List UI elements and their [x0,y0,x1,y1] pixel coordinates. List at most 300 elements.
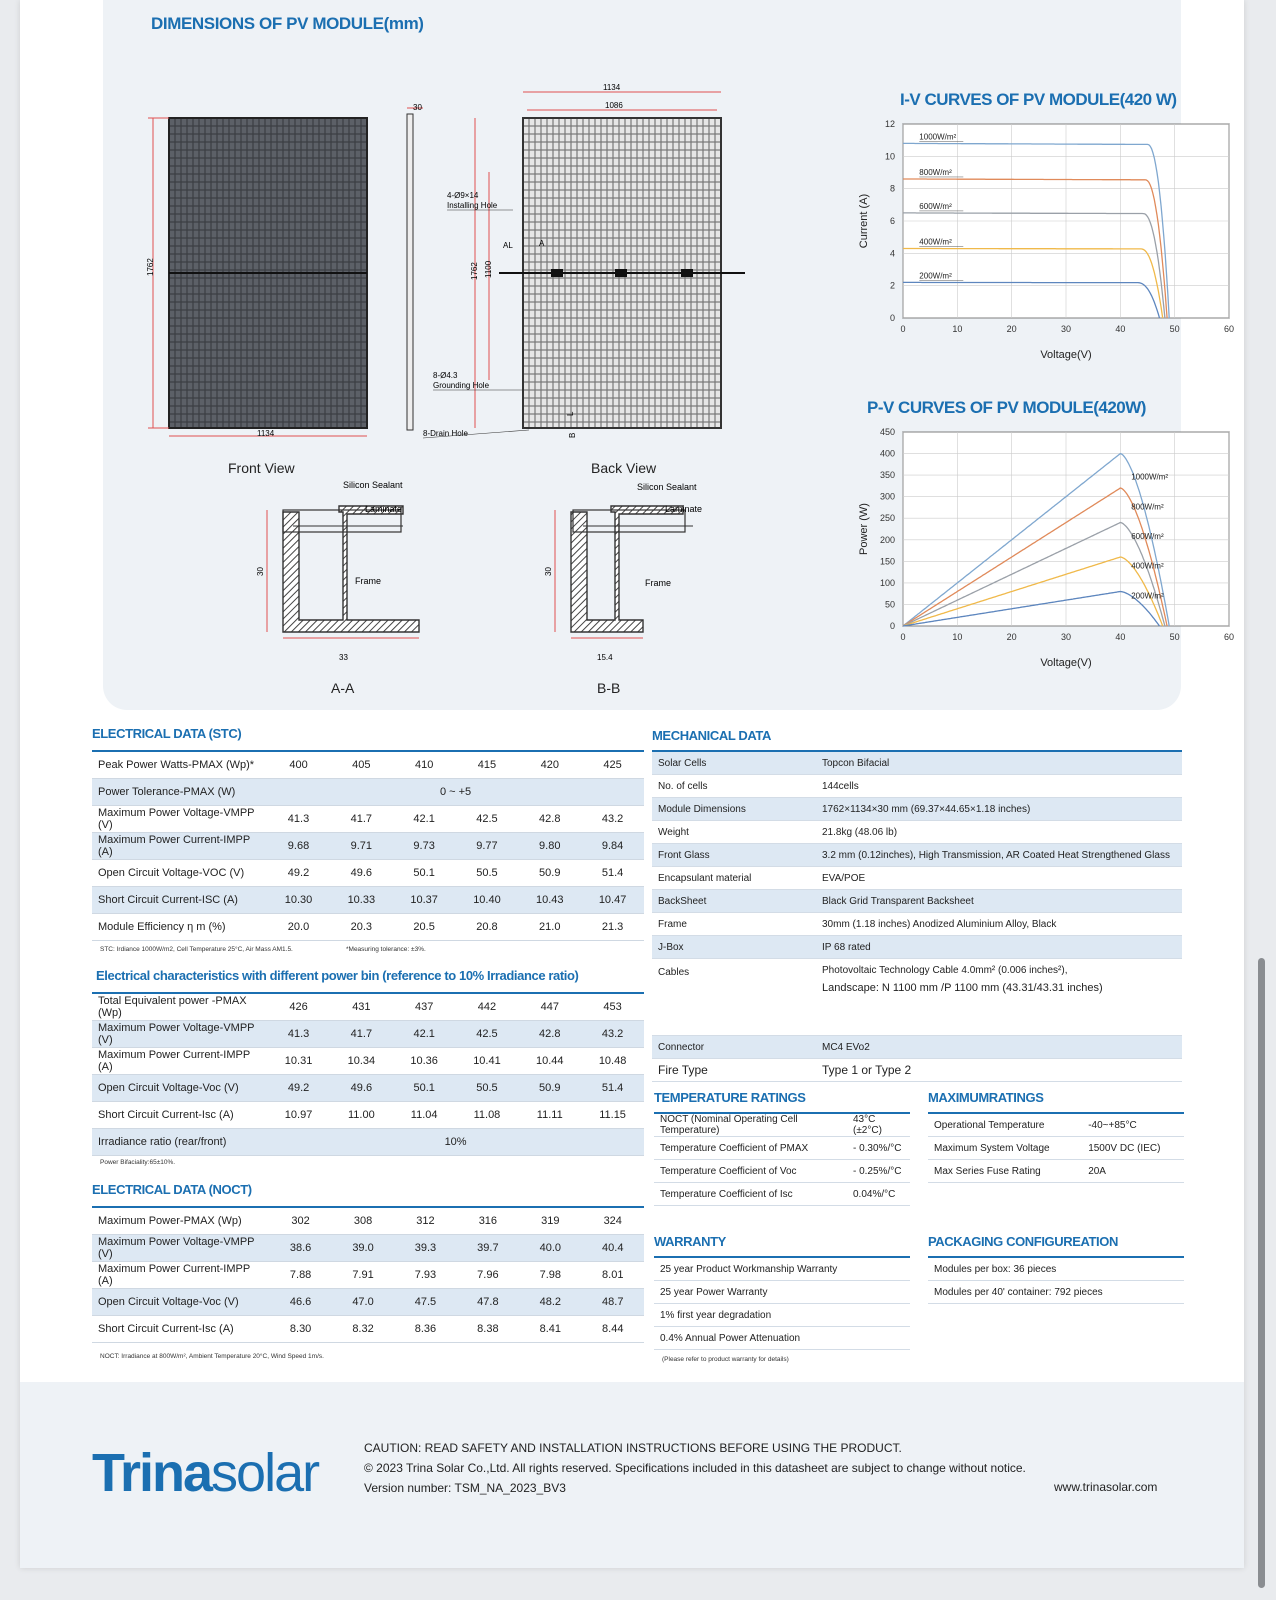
row-value: 415 [456,751,519,779]
aa-width-dim: 33 [339,653,348,662]
mech-value-text-2: Landscape: N 1100 mm /P 1100 mm (43.31/43.31 inches) [822,982,1103,994]
mech-value-text: MC4 EVo2 [822,1041,870,1053]
row-value: 447 [518,993,581,1021]
mech-value [816,890,1182,913]
mech-value-text: IP 68 rated [822,941,871,953]
section-b-label: B [568,432,577,438]
row-value: 431 [330,993,393,1021]
back-width-dim: 1134 [603,83,621,92]
grounding-hole-callout: 8-Ø4.3 [433,371,458,380]
series-label: 400W/m² [1131,561,1164,571]
x-tick-label: 50 [1169,324,1180,334]
back-inner-width-dim: 1086 [605,101,623,110]
mech-value-text: 1762×1134×30 mm (69.37×44.65×1.18 inches) [822,803,1031,815]
row-value: 21.0 [518,914,581,941]
row-value: 9.77 [456,833,519,860]
row-value: 405 [330,751,393,779]
warranty-row [654,1281,910,1304]
back-view-drawing [423,83,745,438]
table-row [92,779,644,806]
row-value: 50.1 [393,1075,456,1102]
row-value: 21.3 [581,914,644,941]
packaging-row [928,1281,1184,1304]
packaging-row [928,1257,1184,1281]
bb-silicon-sealant: Silicon Sealant [637,482,697,492]
row-value: 437 [393,993,456,1021]
row-span-value: 0 ~ +5 [267,779,644,806]
maxr-value: 20A [1082,1160,1184,1183]
temp-value: - 0.25%/°C [847,1160,910,1183]
row-value: 10.31 [267,1048,330,1075]
mech-value-text: 30mm (1.18 inches) Anodized Aluminium Alloy, Black [822,918,1057,930]
table-row [92,1262,644,1289]
row-value: 453 [581,993,644,1021]
iv-chart-title: I-V CURVES OF PV MODULE(420 W) [900,90,1177,109]
row-label: Open Circuit Voltage-Voc (V) [92,1075,267,1102]
row-span-value: 10% [267,1129,644,1156]
installing-hole-callout-2: Installing Hole [447,201,498,210]
mech-table [652,750,1182,1082]
row-value: 9.71 [330,833,393,860]
series-label: 200W/m² [919,271,952,281]
mech-key: J-Box [652,936,816,959]
warranty-note: (Please refer to product warranty for details) [662,1356,789,1363]
x-tick-label: 20 [1006,632,1017,642]
row-value: 7.96 [457,1262,519,1289]
row-value: 51.4 [581,860,644,887]
row-value: 38.6 [269,1235,331,1262]
row-value: 7.91 [332,1262,394,1289]
back-view-label: Back View [591,460,657,476]
row-label: Maximum Power Current-IMPP (A) [92,1048,267,1075]
copyright-text: © 2023 Trina Solar Co.,Ltd. All rights reserved. Specifications included in this datasheet are subject to change without notice. [364,1461,1026,1475]
series-label: 400W/m² [919,237,952,247]
aa-section-label: A-A [331,680,355,696]
table-row [92,1316,644,1343]
maxr-row [928,1160,1184,1183]
bb-section-label: B-B [597,680,621,696]
mech-key: Cables [652,959,816,1036]
series-label: 1000W/m² [1131,472,1169,482]
version-text: Version number: TSM_NA_2023_BV3 [364,1481,566,1495]
row-value: 442 [456,993,519,1021]
mech-value [816,1059,1182,1082]
row-value: 49.6 [330,1075,393,1102]
row-value: 8.01 [582,1262,645,1289]
x-tick-label: 50 [1169,632,1180,642]
temp-value: 43°C (±2°C) [847,1113,910,1137]
temp-row [654,1160,910,1183]
row-value: 9.73 [393,833,456,860]
x-tick-label: 10 [952,324,963,334]
table-row [92,993,644,1021]
installing-hole-callout: 4-Ø9×14 [447,191,479,200]
row-label: Total Equivalent power -PMAX (Wp) [92,993,267,1021]
row-value: 41.7 [330,806,393,833]
front-height-dim: 1762 [146,258,155,276]
back-hole-spacing-dim: 1100 [484,260,493,278]
row-value: 42.5 [456,806,519,833]
row-value: 41.7 [330,1021,393,1048]
row-value: 50.5 [456,860,519,887]
mech-row [652,1036,1182,1059]
maxr-row [928,1113,1184,1137]
aa-section-drawing [256,480,419,662]
row-value: 10.43 [518,887,581,914]
row-value: 43.2 [581,806,644,833]
bb-frame: Frame [645,578,672,588]
row-value: 425 [581,751,644,779]
mech-value-text: 21.8kg (48.06 lb) [822,826,898,838]
warranty-item: 25 year Power Warranty [654,1281,910,1304]
front-width-dim: 1134 [257,429,275,438]
y-tick-label: 50 [884,599,895,610]
row-label: Open Circuit Voltage-Voc (V) [92,1289,269,1316]
row-label: Irradiance ratio (rear/front) [92,1129,267,1156]
mech-row [652,775,1182,798]
row-label: Power Tolerance-PMAX (W) [92,779,267,806]
row-value: 47.8 [457,1289,519,1316]
mech-key: No. of cells [652,775,816,798]
mech-value [816,936,1182,959]
mech-key: Connector [652,1036,816,1059]
row-label: Peak Power Watts-PMAX (Wp)* [92,751,267,779]
y-tick-label: 0 [889,313,895,323]
row-label: Short Circuit Current-Isc (A) [92,1102,267,1129]
drain-hole-callout: 8-Drain Hole [423,429,468,438]
table-row [92,914,644,941]
table-row [92,1289,644,1316]
row-label: Maximum Power Voltage-VMPP (V) [92,1021,267,1048]
datasheet-page [20,0,1244,1568]
series-label: 800W/m² [1131,502,1164,512]
y-tick-label: 0 [889,621,895,631]
row-value: 8.36 [394,1316,456,1343]
mech-key: Weight [652,821,816,844]
row-value: 9.68 [267,833,330,860]
row-value: 10.36 [393,1048,456,1075]
mech-value-text: Type 1 or Type 2 [822,1063,912,1077]
row-value: 302 [269,1207,331,1235]
mech-row [652,798,1182,821]
mech-key: BackSheet [652,890,816,913]
temp-row [654,1113,910,1137]
series-label: 200W/m² [1131,591,1164,601]
table-row [92,833,644,860]
row-value: 50.9 [518,1075,581,1102]
x-tick-label: 40 [1115,324,1126,334]
row-value: 40.4 [582,1235,645,1262]
mech-row [652,913,1182,936]
front-view-drawing [146,118,367,438]
bb-width-dim: 15.4 [597,653,613,662]
scrollbar[interactable] [1258,958,1265,1588]
maxr-key: Max Series Fuse Rating [928,1160,1082,1183]
mech-value [816,798,1182,821]
x-tick-label: 60 [1223,632,1235,642]
warranty-row [654,1304,910,1327]
x-tick-label: 10 [952,632,963,642]
row-value: 48.7 [582,1289,645,1316]
row-value: 10.33 [330,887,393,914]
mech-value-text: Black Grid Transparent Backsheet [822,895,974,907]
row-value: 7.93 [394,1262,456,1289]
maxr-value: -40~+85°C [1082,1113,1184,1137]
temp-value: - 0.30%/°C [847,1137,910,1160]
row-value: 10.41 [456,1048,519,1075]
dimensions-panel [103,0,1235,710]
temp-key: Temperature Coefficient of Voc [654,1160,847,1183]
series-label: 800W/m² [919,167,952,177]
maxr-row [928,1137,1184,1160]
row-value: 10.47 [581,887,644,914]
y-tick-label: 10 [884,151,895,162]
row-value: 43.2 [581,1021,644,1048]
mech-key: Fire Type [652,1059,816,1082]
row-value: 420 [518,751,581,779]
row-value: 50.5 [456,1075,519,1102]
stc-table [92,750,644,941]
row-value: 48.2 [519,1289,581,1316]
y-tick-label: 300 [879,491,895,502]
x-tick-label: 0 [900,324,906,334]
mech-key: Module Dimensions [652,798,816,821]
row-value: 50.9 [518,860,581,887]
warranty-title: WARRANTY [654,1234,726,1249]
y-axis-label: Power (W) [858,503,870,555]
caution-text: CAUTION: READ SAFETY AND INSTALLATION INSTRUCTIONS BEFORE USING THE PRODUCT. [364,1441,902,1455]
row-value: 47.0 [332,1289,394,1316]
row-value: 10.40 [456,887,519,914]
pv-chart [763,426,1235,696]
x-tick-label: 30 [1060,324,1072,334]
row-label: Open Circuit Voltage-VOC (V) [92,860,267,887]
x-axis-label: Voltage(V) [1040,349,1092,361]
row-value: 9.84 [581,833,644,860]
mech-value [816,867,1182,890]
y-tick-label: 450 [879,427,895,437]
mech-row [652,867,1182,890]
stc-title: ELECTRICAL DATA (STC) [92,726,242,741]
warranty-item: 25 year Product Workmanship Warranty [654,1257,910,1281]
row-value: 47.5 [394,1289,456,1316]
row-value: 400 [267,751,330,779]
row-value: 10.34 [330,1048,393,1075]
maxr-title: MAXIMUMRATINGS [928,1090,1044,1105]
row-label: Short Circuit Current-Isc (A) [92,1316,269,1343]
row-value: 324 [582,1207,645,1235]
temp-title: TEMPERATURE RATINGS [654,1090,806,1105]
aa-frame: Frame [355,576,382,586]
row-value: 11.00 [330,1102,393,1129]
noct-title: ELECTRICAL DATA (NOCT) [92,1182,252,1197]
packaging-item: Modules per 40' container: 792 pieces [928,1281,1184,1304]
bin-table [92,992,644,1156]
row-value: 40.0 [519,1235,581,1262]
bb-section-drawing [544,482,702,662]
warranty-table [654,1256,910,1350]
row-value: 42.1 [393,1021,456,1048]
y-tick-label: 200 [879,534,895,545]
mech-title: MECHANICAL DATA [652,728,771,743]
row-value: 49.2 [267,860,330,887]
row-value: 316 [457,1207,519,1235]
mech-row [652,959,1182,1036]
mech-value [816,844,1182,867]
row-value: 11.15 [581,1102,644,1129]
row-value: 11.08 [456,1102,519,1129]
table-row [92,860,644,887]
stc-note: STC: Irdiance 1000W/m2, Cell Temperature 25°C, Air Mass AM1.5. [100,946,293,953]
row-value: 7.88 [269,1262,331,1289]
noct-note: NOCT: Irradiance at 800W/m², Ambient Temperature 20°C, Wind Speed 1m/s. [100,1353,324,1360]
row-value: 312 [394,1207,456,1235]
series-label: 600W/m² [919,201,952,211]
temp-key: Temperature Coefficient of Isc [654,1183,847,1206]
row-label: Maximum Power Voltage-VMPP (V) [92,1235,269,1262]
temp-row [654,1183,910,1206]
table-row [92,1048,644,1075]
row-value: 46.6 [269,1289,331,1316]
mech-key: Front Glass [652,844,816,867]
mech-value-text: Photovoltaic Technology Cable 4.0mm² (0.006 inches²), [822,965,1068,976]
row-value: 41.3 [267,806,330,833]
mech-row [652,936,1182,959]
aa-silicon-sealant: Silicon Sealant [343,480,403,490]
table-row [92,1102,644,1129]
row-value: 39.3 [394,1235,456,1262]
y-axis-label: Current (A) [858,193,870,249]
row-value: 49.2 [267,1075,330,1102]
row-value: 8.30 [269,1316,331,1343]
row-value: 20.5 [393,914,456,941]
x-tick-label: 30 [1060,632,1072,642]
section-a-label: A [539,239,545,248]
packaging-item: Modules per box: 36 pieces [928,1257,1184,1281]
x-axis-label: Voltage(V) [1040,657,1092,669]
warranty-row [654,1257,910,1281]
iv-chart [763,118,1235,388]
footer [20,1382,1244,1568]
mech-value-text: 3.2 mm (0.12inches), High Transmission, AR Coated Heat Strengthened Glass [822,849,1170,861]
row-value: 41.3 [267,1021,330,1048]
mech-key: Frame [652,913,816,936]
logo-light: solar [211,1443,319,1503]
row-value: 42.8 [518,806,581,833]
row-value: 410 [393,751,456,779]
table-row [92,1021,644,1048]
temp-key: Temperature Coefficient of PMAX [654,1137,847,1160]
row-value: 51.4 [581,1075,644,1102]
module-drawings [103,70,763,670]
stc-note-2: *Measuring tolerance: ±3%. [346,946,426,953]
trinasolar-logo [92,1442,318,1504]
bb-height-dim: 30 [544,567,553,576]
aa-laminate: Laminate [365,504,403,514]
row-value: 20.3 [330,914,393,941]
row-value: 7.98 [519,1262,581,1289]
y-tick-label: 4 [889,248,895,259]
row-label: Maximum Power Current-IMPP (A) [92,1262,269,1289]
row-value: 308 [332,1207,394,1235]
y-tick-label: 350 [879,470,895,481]
mech-row [652,890,1182,913]
mech-key: Encapsulant material [652,867,816,890]
mech-row [652,1059,1182,1082]
warranty-item: 0.4% Annual Power Attenuation [654,1327,910,1350]
footer-text [364,1438,1026,1498]
logo-bold: Trina [92,1443,212,1503]
mech-value [816,751,1182,775]
row-value: 11.11 [518,1102,581,1129]
y-tick-label: 12 [884,119,895,129]
table-row [92,1129,644,1156]
row-label: Short Circuit Current-ISC (A) [92,887,267,914]
section-al-label: AL [503,241,513,250]
bin-note: Power Bifaciality:65±10%. [100,1159,176,1166]
row-value: 8.44 [582,1316,645,1343]
temp-key: NOCT (Nominal Operating Cell Temperature) [654,1113,847,1137]
y-tick-label: 8 [889,183,895,194]
y-tick-label: 100 [879,577,895,588]
row-value: 39.7 [457,1235,519,1262]
temp-value: 0.04%/°C [847,1183,910,1206]
row-value: 10.44 [518,1048,581,1075]
row-value: 10.30 [267,887,330,914]
y-tick-label: 400 [879,448,895,459]
row-value: 42.1 [393,806,456,833]
temp-table [654,1112,910,1206]
mech-value [816,959,1182,1036]
warranty-row [654,1327,910,1350]
back-height-dim: 1762 [470,262,479,280]
front-view-label: Front View [228,460,295,476]
x-tick-label: 40 [1115,632,1126,642]
row-value: 42.5 [456,1021,519,1048]
row-value: 10.97 [267,1102,330,1129]
x-tick-label: 0 [900,632,906,642]
row-value: 8.38 [457,1316,519,1343]
row-value: 10.37 [393,887,456,914]
website-link[interactable]: www.trinasolar.com [1054,1480,1158,1494]
table-row [92,1207,644,1235]
table-row [92,806,644,833]
mech-value [816,913,1182,936]
row-value: 39.0 [332,1235,394,1262]
maxr-value: 1500V DC (IEC) [1082,1137,1184,1160]
temp-row [654,1137,910,1160]
series-label: 1000W/m² [919,132,957,142]
packaging-table [928,1256,1184,1304]
x-tick-label: 60 [1223,324,1235,334]
dimensions-title: DIMENSIONS OF PV MODULE(mm) [151,14,424,33]
row-value: 9.80 [518,833,581,860]
mech-value-text: EVA/POE [822,872,866,884]
row-value: 8.32 [332,1316,394,1343]
y-tick-label: 150 [879,556,895,567]
maxr-table [928,1112,1184,1183]
mech-row [652,751,1182,775]
row-value: 20.8 [456,914,519,941]
x-tick-label: 20 [1006,324,1017,334]
row-value: 8.41 [519,1316,581,1343]
row-value: 42.8 [518,1021,581,1048]
y-tick-label: 250 [879,513,895,524]
row-value: 50.1 [393,860,456,887]
row-value: 319 [519,1207,581,1235]
maxr-key: Maximum System Voltage [928,1137,1082,1160]
side-thickness-dim: 30 [413,103,422,112]
